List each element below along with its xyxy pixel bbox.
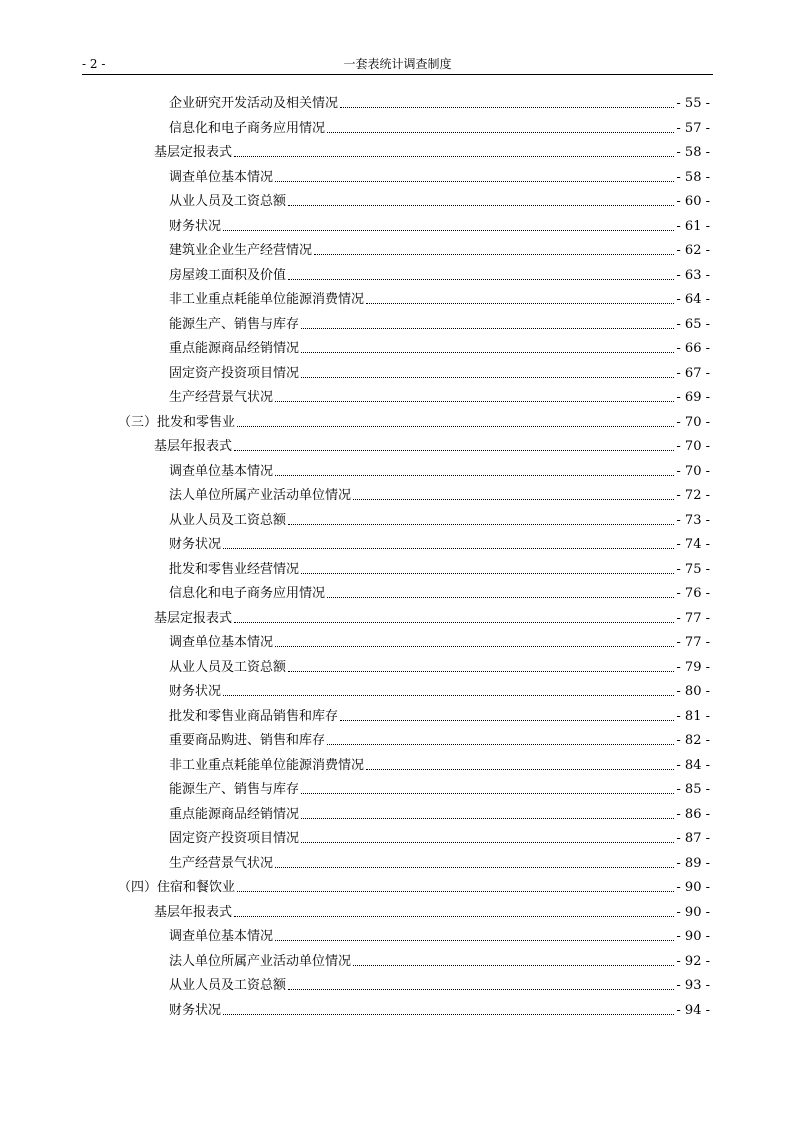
page-number: - 2 -	[82, 57, 106, 71]
toc-entry[interactable]	[169, 925, 710, 945]
toc-entry-page: - 80 -	[676, 684, 710, 699]
toc-entry-label: 批发和零售业经营情况	[169, 562, 300, 577]
dot-leader	[301, 793, 674, 794]
toc-entry-label: 从业人员及工资总额	[169, 194, 287, 209]
dot-leader	[223, 230, 674, 231]
toc-entry[interactable]	[169, 827, 710, 847]
toc-entry-label: 调查单位基本情况	[169, 635, 274, 650]
toc-entry[interactable]	[169, 974, 710, 994]
toc-entry[interactable]	[169, 509, 710, 529]
toc-entry-label: 重点能源商品经销情况	[169, 341, 300, 356]
page-header	[82, 56, 713, 75]
toc-entry[interactable]	[169, 239, 710, 259]
toc-entry-label: 调查单位基本情况	[169, 170, 274, 185]
toc-entry-page: - 82 -	[676, 733, 710, 748]
toc-entry[interactable]	[169, 92, 710, 112]
toc-entry-page: - 65 -	[676, 317, 710, 332]
toc-entry-label: 调查单位基本情况	[169, 464, 274, 479]
toc-entry-page: - 79 -	[676, 660, 710, 675]
toc-entry-page: - 70 -	[676, 439, 710, 454]
toc-entry-page: - 60 -	[676, 194, 710, 209]
toc-entry-label: 生产经营景气状况	[169, 856, 274, 871]
toc-entry-page: - 73 -	[676, 513, 710, 528]
toc-entry-label: 固定资产投资项目情况	[169, 831, 300, 846]
dot-leader	[237, 891, 674, 892]
toc-entry-page: - 92 -	[676, 954, 710, 969]
toc-entry-label: 财务状况	[169, 684, 222, 699]
toc-entry[interactable]	[169, 582, 710, 602]
toc-entry-label: 基层定报表式	[154, 145, 233, 160]
toc-entry-label: 从业人员及工资总额	[169, 660, 287, 675]
dot-leader	[288, 989, 674, 990]
toc-entry[interactable]	[169, 803, 710, 823]
toc-entry-label: （四）住宿和餐饮业	[118, 880, 236, 895]
dot-leader	[275, 940, 674, 941]
document-title: 一套表统计调查制度	[343, 57, 452, 71]
toc-entry-label: 固定资产投资项目情况	[169, 366, 300, 381]
toc-entry-label: 从业人员及工资总额	[169, 513, 287, 528]
toc-entry-label: 非工业重点耗能单位能源消费情况	[169, 292, 365, 307]
dot-leader	[301, 818, 674, 819]
toc-entry-page: - 57 -	[676, 121, 710, 136]
toc-entry[interactable]	[154, 607, 710, 627]
toc-entry[interactable]	[169, 362, 710, 382]
toc-entry-page: - 94 -	[676, 1003, 710, 1018]
toc-entry-page: - 69 -	[676, 390, 710, 405]
dot-leader	[234, 450, 674, 451]
toc-entry-label: 重点能源商品经销情况	[169, 807, 300, 822]
toc-entry[interactable]	[169, 778, 710, 798]
toc-entry-label: （三）批发和零售业	[118, 415, 236, 430]
toc-entry-page: - 67 -	[676, 366, 710, 381]
dot-leader	[327, 597, 674, 598]
toc-entry[interactable]	[169, 705, 710, 725]
toc-entry-page: - 66 -	[676, 341, 710, 356]
dot-leader	[301, 328, 674, 329]
dot-leader	[234, 622, 674, 623]
toc-entry[interactable]	[169, 852, 710, 872]
toc-entry[interactable]	[169, 484, 710, 504]
toc-entry[interactable]	[154, 141, 710, 161]
toc-entry[interactable]	[169, 950, 710, 970]
toc-entry[interactable]	[169, 558, 710, 578]
toc-entry[interactable]	[154, 901, 710, 921]
toc-entry-page: - 86 -	[676, 807, 710, 822]
toc-entry[interactable]	[169, 190, 710, 210]
toc-entry[interactable]	[169, 680, 710, 700]
dot-leader	[301, 842, 674, 843]
toc-entry-label: 重要商品购进、销售和库存	[169, 733, 326, 748]
dot-leader	[275, 475, 674, 476]
toc-entry-page: - 58 -	[676, 145, 710, 160]
dot-leader	[353, 965, 674, 966]
toc-entry-page: - 81 -	[676, 709, 710, 724]
dot-leader	[223, 1014, 674, 1015]
dot-leader	[340, 720, 674, 721]
toc-entry-label: 信息化和电子商务应用情况	[169, 586, 326, 601]
toc-entry[interactable]	[169, 264, 710, 284]
toc-entry-label: 从业人员及工资总额	[169, 978, 287, 993]
dot-leader	[275, 401, 674, 402]
dot-leader	[275, 181, 674, 182]
toc-entry-label: 信息化和电子商务应用情况	[169, 121, 326, 136]
toc-entry-label: 法人单位所属产业活动单位情况	[169, 488, 352, 503]
toc-entry-page: - 72 -	[676, 488, 710, 503]
toc-entry[interactable]	[169, 117, 710, 137]
toc-entry-page: - 64 -	[676, 292, 710, 307]
dot-leader	[301, 573, 674, 574]
toc-entry-page: - 62 -	[676, 243, 710, 258]
dot-leader	[366, 769, 674, 770]
toc-entry-page: - 85 -	[676, 782, 710, 797]
toc-entry[interactable]	[169, 631, 710, 651]
toc-entry-label: 基层年报表式	[154, 439, 233, 454]
toc-entry-page: - 55 -	[676, 96, 710, 111]
toc-entry-page: - 58 -	[676, 170, 710, 185]
toc-entry[interactable]	[169, 754, 710, 774]
toc-entry[interactable]	[169, 166, 710, 186]
toc-entry[interactable]	[154, 435, 710, 455]
dot-leader	[275, 646, 674, 647]
toc-entry-page: - 77 -	[676, 635, 710, 650]
dot-leader	[237, 426, 674, 427]
toc-entry-page: - 76 -	[676, 586, 710, 601]
dot-leader	[366, 303, 674, 304]
toc-entry[interactable]	[169, 656, 710, 676]
dot-leader	[301, 352, 674, 353]
toc-entry-page: - 74 -	[676, 537, 710, 552]
toc-entry[interactable]	[169, 460, 710, 480]
toc-entry-page: - 84 -	[676, 758, 710, 773]
toc-entry[interactable]	[169, 533, 710, 553]
dot-leader	[327, 744, 674, 745]
toc-entry-page: - 70 -	[676, 415, 710, 430]
toc-entry-label: 建筑业企业生产经营情况	[169, 243, 313, 258]
toc-entry-page: - 90 -	[676, 880, 710, 895]
toc-entry-label: 财务状况	[169, 537, 222, 552]
toc-entry-page: - 75 -	[676, 562, 710, 577]
toc-entry-page: - 89 -	[676, 856, 710, 871]
toc-entry-page: - 61 -	[676, 219, 710, 234]
toc-entry-label: 基层年报表式	[154, 905, 233, 920]
toc-entry-label: 财务状况	[169, 219, 222, 234]
toc-entry[interactable]	[169, 386, 710, 406]
dot-leader	[288, 205, 674, 206]
toc-entry-label: 财务状况	[169, 1003, 222, 1018]
toc-entry-label: 房屋竣工面积及价值	[169, 268, 287, 283]
toc-entry[interactable]	[118, 411, 710, 431]
dot-leader	[223, 695, 674, 696]
dot-leader	[234, 156, 674, 157]
toc-entry-label: 非工业重点耗能单位能源消费情况	[169, 758, 365, 773]
toc-entry-page: - 90 -	[676, 929, 710, 944]
toc-entry-label: 基层定报表式	[154, 611, 233, 626]
toc-entry[interactable]	[169, 999, 710, 1019]
toc-entry-label: 能源生产、销售与库存	[169, 317, 300, 332]
toc-entry[interactable]	[169, 215, 710, 235]
toc-entry-label: 调查单位基本情况	[169, 929, 274, 944]
toc-entry[interactable]	[169, 313, 710, 333]
dot-leader	[275, 867, 674, 868]
toc-entry[interactable]	[169, 337, 710, 357]
toc-entry[interactable]	[169, 288, 710, 308]
dot-leader	[353, 499, 674, 500]
toc-entry-page: - 63 -	[676, 268, 710, 283]
toc-entry-page: - 70 -	[676, 464, 710, 479]
toc-entry-label: 法人单位所属产业活动单位情况	[169, 954, 352, 969]
dot-leader	[314, 254, 674, 255]
dot-leader	[340, 107, 674, 108]
toc-entry-page: - 93 -	[676, 978, 710, 993]
dot-leader	[288, 671, 674, 672]
toc-entry[interactable]	[169, 729, 710, 749]
dot-leader	[327, 132, 674, 133]
dot-leader	[234, 916, 674, 917]
toc-entry-label: 企业研究开发活动及相关情况	[169, 96, 339, 111]
dot-leader	[288, 524, 674, 525]
toc-entry-label: 生产经营景气状况	[169, 390, 274, 405]
toc-entry-label: 批发和零售业商品销售和库存	[169, 709, 339, 724]
dot-leader	[223, 548, 674, 549]
toc-entry-page: - 77 -	[676, 611, 710, 626]
toc-entry[interactable]	[118, 876, 710, 896]
toc-entry-page: - 90 -	[676, 905, 710, 920]
toc-entry-label: 能源生产、销售与库存	[169, 782, 300, 797]
toc-entry-page: - 87 -	[676, 831, 710, 846]
dot-leader	[288, 279, 674, 280]
dot-leader	[301, 377, 674, 378]
